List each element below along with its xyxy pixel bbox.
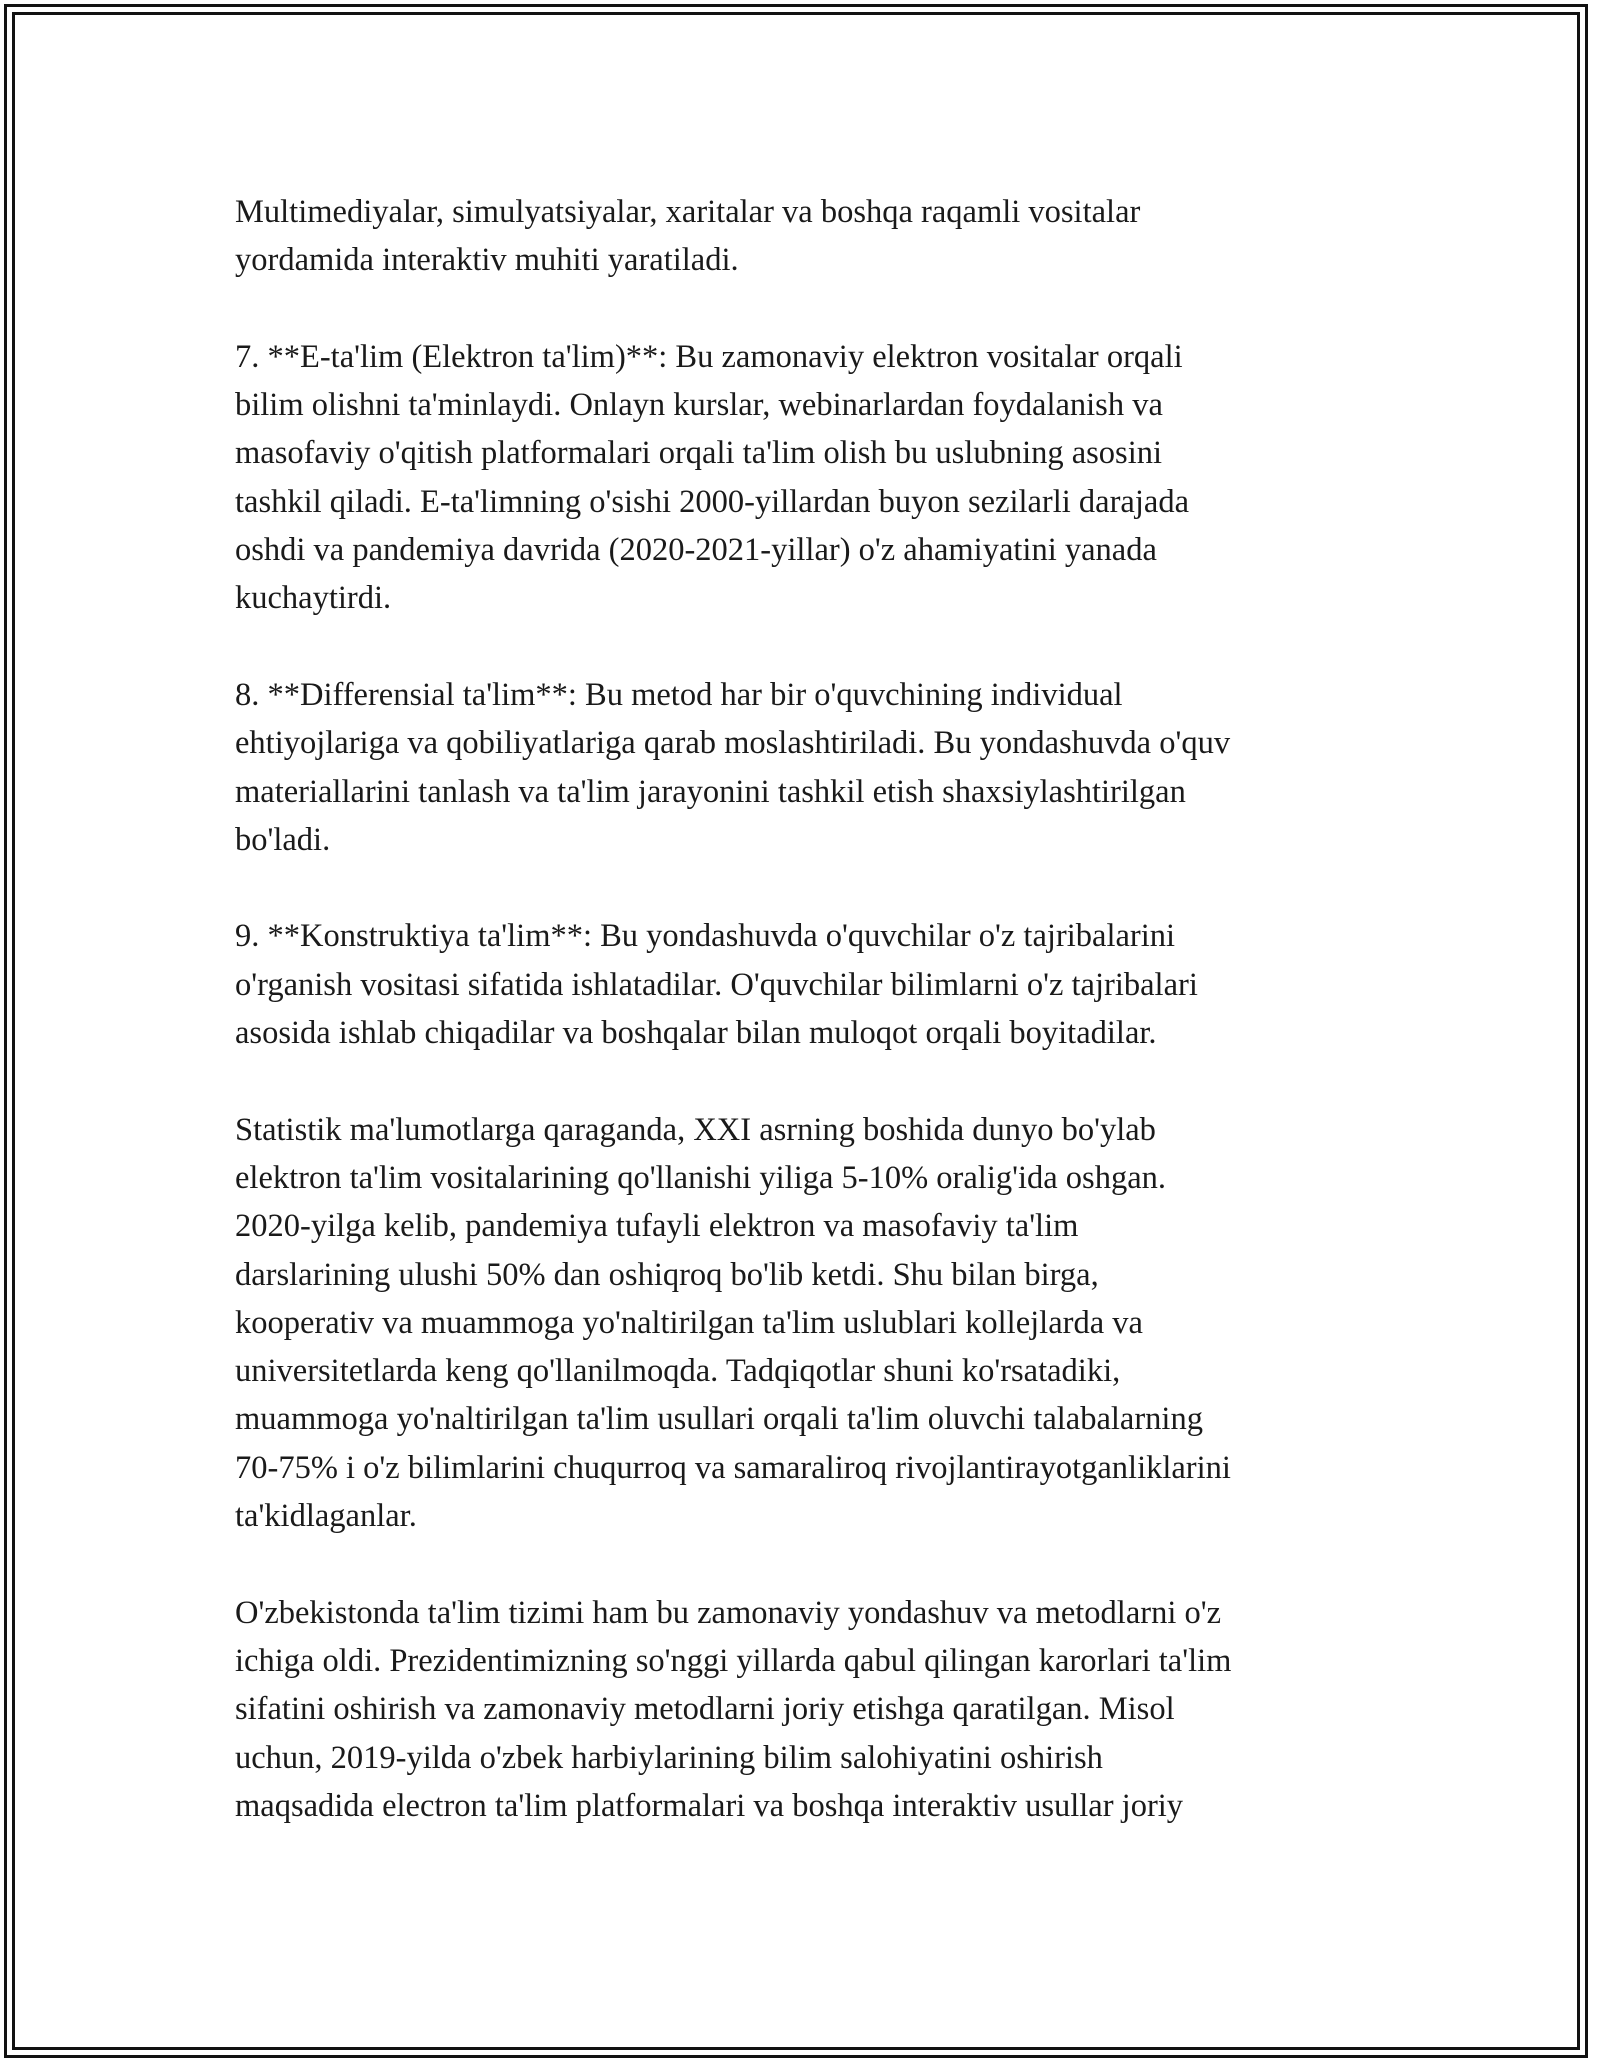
text-line: ehtiyojlariga va qobiliyatlariga qarab moslashtiriladi. Bu yondashuvda o'quv [235, 725, 1231, 762]
text-line: maqsadida electron ta'lim platformalari va boshqa interaktiv usullar joriy [235, 1787, 1184, 1824]
text-line: O'zbekistonda ta'lim tizimi ham bu zamonaviy yondashuv va metodlarni o'z [235, 1594, 1222, 1631]
paragraph [235, 1589, 1375, 1830]
paragraph [235, 333, 1375, 623]
text-line: universitetlarda keng qo'llanilmoqda. Tadqiqotlar shuni ko'rsatadiki, [235, 1353, 1121, 1390]
text-line: tashkil qiladi. E-ta'limning o'sishi 2000-yillardan buyon sezilarli darajada [235, 483, 1189, 520]
text-line: masofaviy o'qitish platformalari orqali ta'lim olish bu uslubning asosini [235, 435, 1163, 472]
text-line: 9. **Konstruktiya ta'lim**: Bu yondashuvda o'quvchilar o'z tajribalarini [235, 918, 1176, 955]
text-line: bo'ladi. [235, 821, 331, 858]
text-line: darslarining ulushi 50% dan oshiqroq bo'lib ketdi. Shu bilan birga, [235, 1256, 1099, 1293]
paragraph [235, 1106, 1375, 1541]
text-line: 70-75% i o'z bilimlarini chuqurroq va samaraliroq rivojlantirayotganliklarini [235, 1449, 1231, 1486]
text-line: sifatini oshirish va zamonaviy metodlarni joriy etishga qaratilgan. Misol [235, 1691, 1175, 1728]
text-line: kuchaytirdi. [235, 580, 392, 617]
paragraph [235, 912, 1375, 1057]
text-line: 8. **Differensial ta'lim**: Bu metod har bir o'quvchining individual [235, 676, 1123, 713]
text-line: muammoga yo'naltirilgan ta'lim usullari orqali ta'lim oluvchi talabalarning [235, 1401, 1203, 1438]
text-line: 2020-yilga kelib, pandemiya tufayli elektron va masofaviy ta'lim [235, 1208, 1079, 1245]
text-line: elektron ta'lim vositalarining qo'llanishi yiliga 5-10% oralig'ida oshgan. [235, 1159, 1166, 1196]
text-line: o'rganish vositasi sifatida ishlatadilar. O'quvchilar bilimlarni o'z tajribalari [235, 966, 1198, 1003]
text-line: uchun, 2019-yilda o'zbek harbiylarining bilim salohiyatini oshirish [235, 1739, 1103, 1776]
text-line: Statistik ma'lumotlarga qaraganda, XXI asrning boshida dunyo bo'ylab [235, 1111, 1156, 1148]
text-line: Multimediyalar, simulyatsiyalar, xaritalar va boshqa raqamli vositalar [235, 194, 1141, 230]
text-line: kooperativ va muammoga yo'naltirilgan ta'lim uslublari kollejlarda va [235, 1304, 1143, 1341]
text-line: materiallarini tanlash va ta'lim jarayonini tashkil etish shaxsiylashtirilgan [235, 773, 1186, 810]
text-line: oshdi va pandemiya davrida (2020-2021-yillar) o'z ahamiyatini yanada [235, 532, 1157, 569]
paragraph [235, 671, 1375, 864]
text-line: ichiga oldi. Prezidentimizning so'nggi yillarda qabul qilingan karorlari ta'lim [235, 1642, 1232, 1679]
document-body [235, 188, 1375, 1830]
text-line: asosida ishlab chiqadilar va boshqalar bilan muloqot orqali boyitadilar. [235, 1015, 1157, 1052]
paragraph [235, 188, 1375, 285]
text-line: yordamida interaktiv muhiti yaratiladi. [235, 242, 739, 279]
text-line: 7. **E-ta'lim (Elektron ta'lim)**: Bu zamonaviy elektron vositalar orqali [235, 338, 1183, 375]
text-line: bilim olishni ta'minlaydi. Onlayn kurslar, webinarlardan foydalanish va [235, 387, 1163, 424]
text-line: ta'kidlaganlar. [235, 1498, 417, 1535]
